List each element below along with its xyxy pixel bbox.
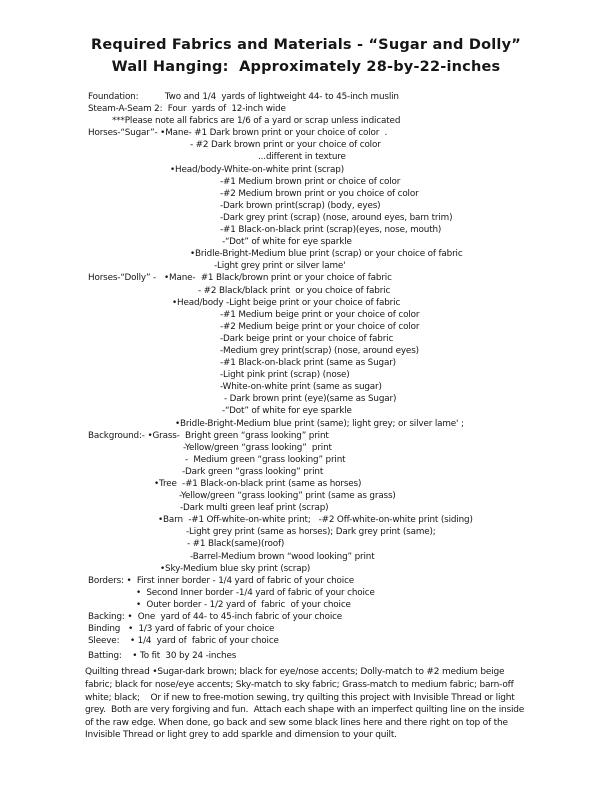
materials-list [0,91,612,662]
materials-line: ***Please note all fabrics are 1/6 of a yard or scrap unless indicated [112,116,401,127]
quilting-notes [0,666,612,741]
materials-line: Binding • 1/3 yard of fabric of your choice [88,624,275,635]
materials-line: •Head/body-White-on-white print (scrap) [170,164,344,175]
page-subtitle: Wall Hanging: Approximately 28-by-22-inches [111,59,501,75]
materials-line: -“Dot” of white for eye sparkle [222,237,352,248]
materials-line: -Medium grey print(scrap) (nose, around eyes) [220,345,419,356]
notes-line: fabric; black for nose/eye accents; Sky-match to sky fabric; Grass-match to medium fabric; barn-off [85,679,514,690]
notes-line: Invisible Thread or light grey to add sparkle and dimension to your quilt. [85,730,397,741]
materials-line: -#1 Medium beige print or your choice of color [220,309,420,320]
materials-line: •Bridle-Bright-Medium blue print (same); light grey; or silver lame' ; [175,418,464,429]
materials-line: -Light pink print (scrap) (nose) [220,370,350,381]
materials-line: Sleeve: • 1/4 yard of fabric of your choice [88,636,279,647]
notes-line: grey. Both are very forgiving and fun. Attach each shape with an imperfect quilting line on the inside [85,705,525,716]
notes-line: of the raw edge. When done, go back and sew some black lines here and there right on top of the [85,717,508,728]
materials-line: Backing: • One yard of 44- to 45-inch fabric of your choice [88,612,343,623]
materials-line: -Light grey print or silver lame' [214,261,346,272]
materials-line: -Dark multi green leaf print (scrap) [180,503,329,514]
materials-line: -Dark grey print (scrap) (nose, around eyes, barn trim) [220,212,453,223]
materials-line: -#1 Black-on-black print (same as Sugar) [220,358,396,369]
materials-line: -#2 Medium brown print or you choice of color [220,188,419,199]
materials-line: Steam-A-Seam 2: Four yards of 12-inch wide [88,104,286,115]
materials-line: -Light grey print (same as horses); Dark grey print (same); [186,527,436,538]
materials-line: •Bridle-Bright-Medium blue print (scrap) or your choice of fabric [190,249,463,260]
materials-line: -#2 Medium beige print or your choice of color [220,321,420,332]
materials-line: -#1 Black-on-black print (scrap)(eyes, nose, mouth) [220,225,442,236]
materials-line: Borders: • First inner border - 1/4 yard of fabric of your choice [88,575,355,586]
materials-line: -Yellow/green “grass looking” print (same as grass) [179,491,396,502]
materials-line: Background:- •Grass- Bright green “grass looking” print [88,430,329,441]
materials-line: • Second Inner border -1/4 yard of fabric of your choice [136,587,375,598]
materials-line: •Tree -#1 Black-on-black print (same as horses) [154,479,362,489]
materials-line: -White-on-white print (same as sugar) [220,382,382,393]
materials-line: - #1 Black(same)(roof) [187,539,285,550]
materials-line: -Dark green “grass looking” print [182,466,324,477]
notes-line: Quilting thread •Sugar-dark brown; black for eye/nose accents; Dolly-match to #2 medium beige [85,667,505,678]
materials-line: - Medium green “grass looking” print [185,454,346,465]
materials-line: Foundation: Two and 1/4 yards of lightweight 44- to 45-inch muslin [88,92,399,102]
materials-line: -Dark brown print(scrap) (body, eyes) [220,200,381,211]
materials-line: -Dark beige print or your choice of fabric [220,333,394,344]
materials-line: - #2 Black/black print or you choice of fabric [198,285,391,296]
materials-line: - Dark brown print (eye)(same as Sugar) [224,394,397,405]
notes-line: white; black; Or if new to free-motion sewing, try quilting this project with Invisible Thread or light [85,692,515,703]
materials-line: • Outer border - 1/2 yard of fabric of your choice [136,599,351,610]
page-title: Required Fabrics and Materials - “Sugar and Dolly” [91,37,521,53]
materials-line: -Yellow/green “grass looking” print [183,442,332,453]
materials-line: •Sky-Medium blue sky print (scrap) [160,563,311,574]
materials-line: -#1 Medium brown print or choice of color [220,176,401,187]
materials-line: Batting: • To fit 30 by 24 -inches [88,651,237,662]
materials-line: -“Dot” of white for eye sparkle [222,406,352,417]
document-title [0,0,612,78]
materials-line: Horses-“Sugar”- •Mane- #1 Dark brown print or your choice of color . [88,128,388,139]
materials-line: •Barn -#1 Off-white-on-white print; -#2 Off-white-on-white print (siding) [158,515,473,526]
materials-line: - #2 Dark brown print or your choice of color [190,140,381,151]
materials-line: •Head/body -Light beige print or your choice of fabric [172,297,401,308]
materials-line: ...different in texture [258,152,346,163]
materials-line: -Barrel-Medium brown “wood looking” print [190,551,375,562]
materials-line: Horses-“Dolly” - •Mane- #1 Black/brown print or your choice of fabric [88,273,392,284]
